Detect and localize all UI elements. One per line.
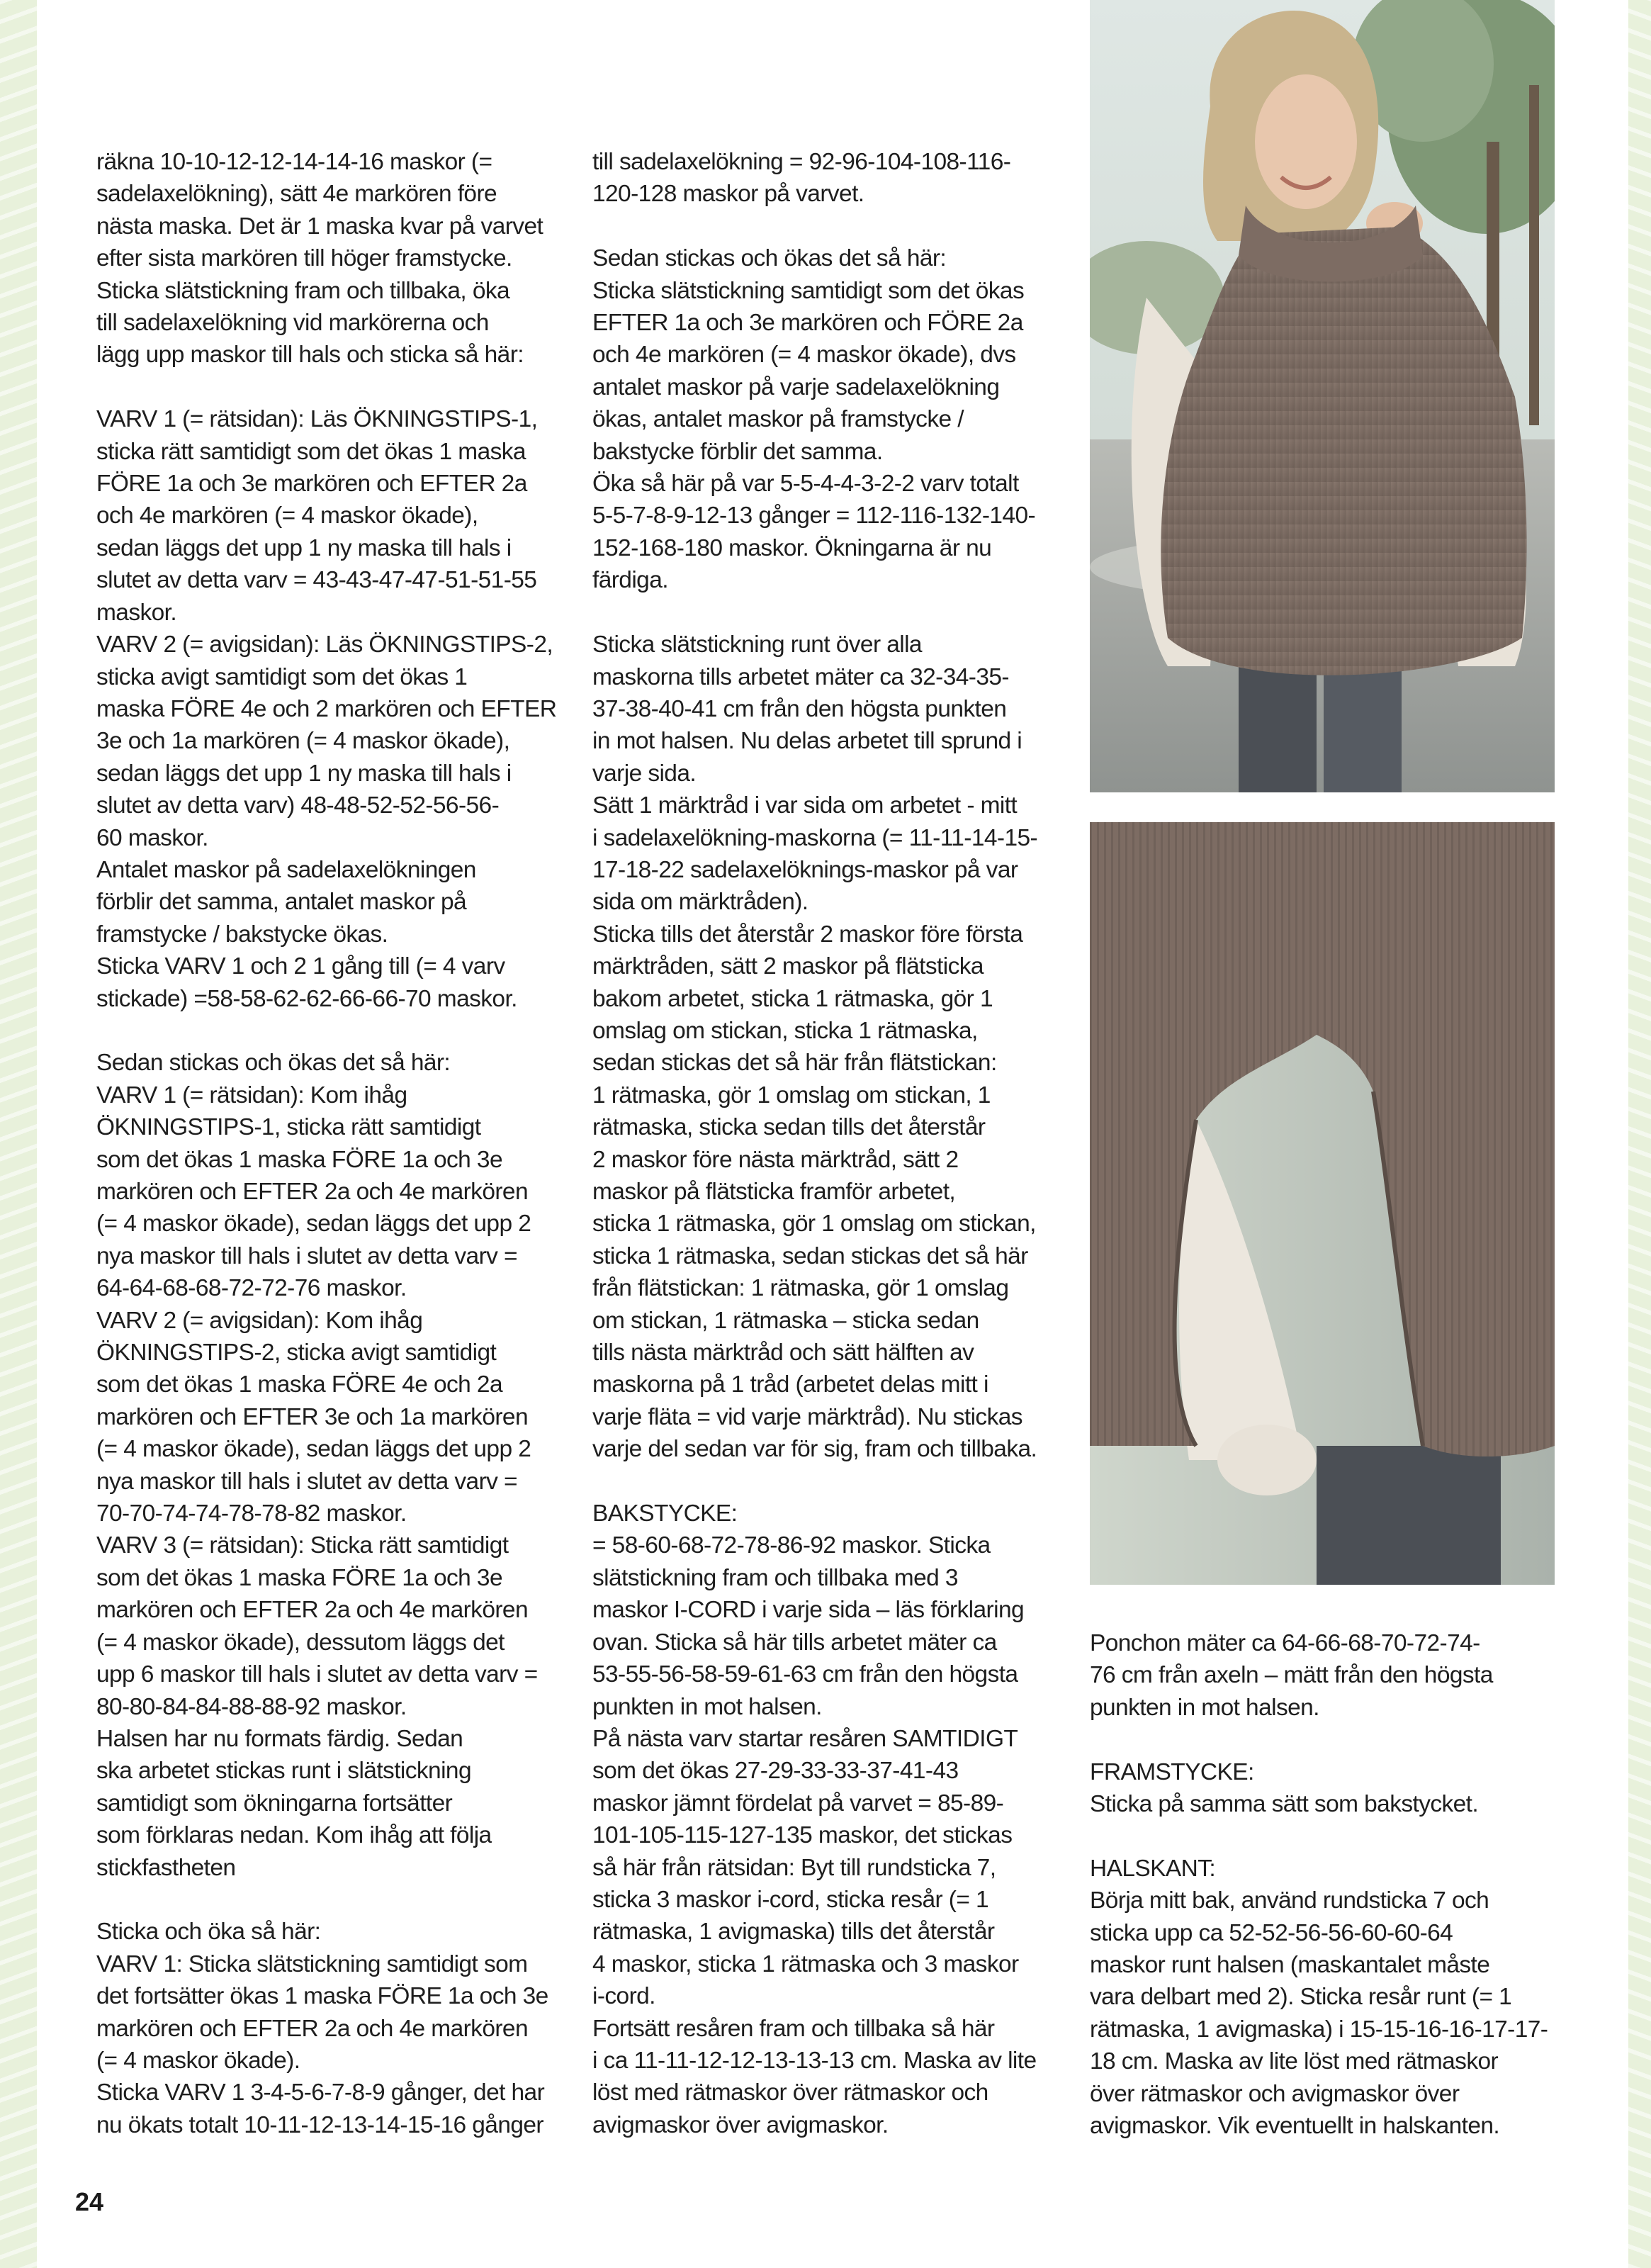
decorative-edge-right: [1628, 0, 1651, 2268]
photo-woman-poncho-front: [1090, 0, 1555, 792]
text-column-2: till sadelaxelökning = 92-96-104-108-116- 120-128 maskor på varvet. Sedan stickas och ökas det så här: Sticka slätstickning samtidigt som det ökas EFTER 1a och 3e markören och FÖRE 2a och 4e markören (= 4 maskor ökade), dvs antalet maskor på varje sadelaxelökning ökas, antalet maskor på framstycke / bakstycke förblir det samma. Öka så här på var 5-5-4-4-3-2-2 varv totalt 5-5-7-8-9-12-13 gånger = 112-116-132-140- 152-168-180 maskor. Ökningarna är nu färdiga. Sticka slätstickning runt över alla maskorna tills arbetet mäter ca 32-34-35- 37-38-40-41 cm från den högsta punkten in mot halsen. Nu delas arbetet till sprund i varje sida. Sätt 1 märktråd i var sida om arbetet - mitt i sadelaxelökning-maskorna (= 11-11-14-15- 17-18-22 sadelaxelöknings-maskor på var sida om märktråden). Sticka tills det återstår 2 maskor före första märktråden, sätt 2 maskor på flätsticka bakom arbetet, sticka 1 rätmaska, gör 1 omslag om stickan, sticka 1 rätmaska, sedan stickas det så här från flätstickan: 1 rätmaska, gör 1 omslag om stickan, 1 rätmaska, sticka sedan tills det återstår 2 maskor före nästa märktråd, sätt 2 maskor på flätsticka framför arbetet, sticka 1 rätmaska, gör 1 omslag om stickan, sticka 1 rätmaska, sedan stickas det så här från flätstickan: 1 rätmaska, gör 1 omslag om stickan, 1 rätmaska – sticka sedan tills nästa märktråd och sätt hälften av maskorna på 1 tråd (arbetet delas mitt i varje fläta = vid varje märktråd). Nu stickas varje del sedan var för sig, fram och tillbaka. BAKSTYCKE: = 58-60-68-72-78-86-92 maskor. Sticka slätstickning fram och tillbaka med 3 maskor I-CORD i varje sida – läs förklaring ovan. Sticka så här tills arbetet mäter ca 53-55-56-58-59-61-63 cm från den högsta punkten in mot halsen. På nästa varv startar resåren SAMTIDIGT som det ökas 27-29-33-33-37-41-43 maskor jämnt fördelat på varvet = 85-89- 101-105-115-127-135 maskor, det stickas så här från rätsidan: Byt till rundsticka 7, sticka 3 maskor i-cord, sticka resår (= 1 rätmaska, 1 avigmaska) tills det återstår 4 maskor, sticka 1 rätmaska och 3 maskor i-cord. Fortsätt resåren fram och tillbaka så här i ca 11-11-12-12-13-13-13 cm. Maska av lite löst med rätmaskor över rätmaskor och avigmaskor över avigmaskor.: [592, 149, 1038, 2138]
page-number: 24: [75, 2187, 104, 2216]
photo-poncho-side-detail: [1090, 822, 1555, 1585]
text-column-1: räkna 10-10-12-12-14-14-16 maskor (= sadelaxelökning), sätt 4e markören före nästa maska. Det är 1 maska kvar på varvet efter sista markören till höger framstycke. Sticka slätstickning fram och tillbaka, öka till sadelaxelökning vid markörerna och lägg upp maskor till hals och sticka så här: VARV 1 (= rätsidan): Läs ÖKNINGSTIPS-1, sticka rätt samtidigt som det ökas 1 maska FÖRE 1a och 3e markören och EFTER 2a och 4e markören (= 4 maskor ökade), sedan läggs det upp 1 ny maska till hals i slutet av detta varv = 43-43-47-47-51-51-55 maskor. VARV 2 (= avigsidan): Läs ÖKNINGSTIPS-2, sticka avigt samtidigt som det ökas 1 maska FÖRE 4e och 2 markören och EFTER 3e och 1a markören (= 4 maskor ökade), sedan läggs det upp 1 ny maska till hals i slutet av detta varv) 48-48-52-52-56-56- 60 maskor. Antalet maskor på sadelaxelökningen förblir det samma, antalet maskor på framstycke / bakstycke ökas. Sticka VARV 1 och 2 1 gång till (= 4 varv stickade) =58-58-62-62-66-66-70 maskor. Sedan stickas och ökas det så här: VARV 1 (= rätsidan): Kom ihåg ÖKNINGSTIPS-1, sticka rätt samtidigt som det ökas 1 maska FÖRE 1a och 3e markören och EFTER 2a och 4e markören (= 4 maskor ökade), sedan läggs det upp 2 nya maskor till hals i slutet av detta varv = 64-64-68-68-72-72-76 maskor. VARV 2 (= avigsidan): Kom ihåg ÖKNINGSTIPS-2, sticka avigt samtidigt som det ökas 1 maska FÖRE 4e och 2a markören och EFTER 3e och 1a markören (= 4 maskor ökade), sedan läggs det upp 2 nya maskor till hals i slutet av detta varv = 70-70-74-74-78-78-82 maskor. VARV 3 (= rätsidan): Sticka rätt samtidigt som det ökas 1 maska FÖRE 1a och 3e markören och EFTER 2a och 4e markören (= 4 maskor ökade), dessutom läggs det upp 6 maskor till hals i slutet av detta varv = 80-80-84-84-88-88-92 maskor. Halsen har nu formats färdig. Sedan ska arbetet stickas runt i slätstickning samtidigt som ökningarna fortsätter som förklaras nedan. Kom ihåg att följa stickfastheten Sticka och öka så här: VARV 1: Sticka slätstickning samtidigt som det fortsätter ökas 1 maska FÖRE 1a och 3e markören och EFTER 2a och 4e markören (= 4 maskor ökade). Sticka VARV 1 3-4-5-6-7-8-9 gånger, det har nu ökats totalt 10-11-12-13-14-15-16 gånger: [96, 149, 557, 2138]
decorative-edge-left: [0, 0, 37, 2268]
text-column-3: Ponchon mäter ca 64-66-68-70-72-74- 76 cm från axeln – mätt från den högsta punkten in mot halsen. FRAMSTYCKE: Sticka på samma sätt som bakstycket. HALSKANT: Börja mitt bak, använd rundsticka 7 och sticka upp ca 52-52-56-56-60-60-64 maskor runt halsen (maskantalet måste vara delbart med 2). Sticka resår runt (= 1 rätmaska, 1 avigmaska) i 15-15-16-16-17-17- 18 cm. Maska av lite löst med rätmaskor över rätmaskor och avigmaskor över avigmaskor. Vik eventuellt in halskanten.: [1090, 1630, 1548, 2140]
